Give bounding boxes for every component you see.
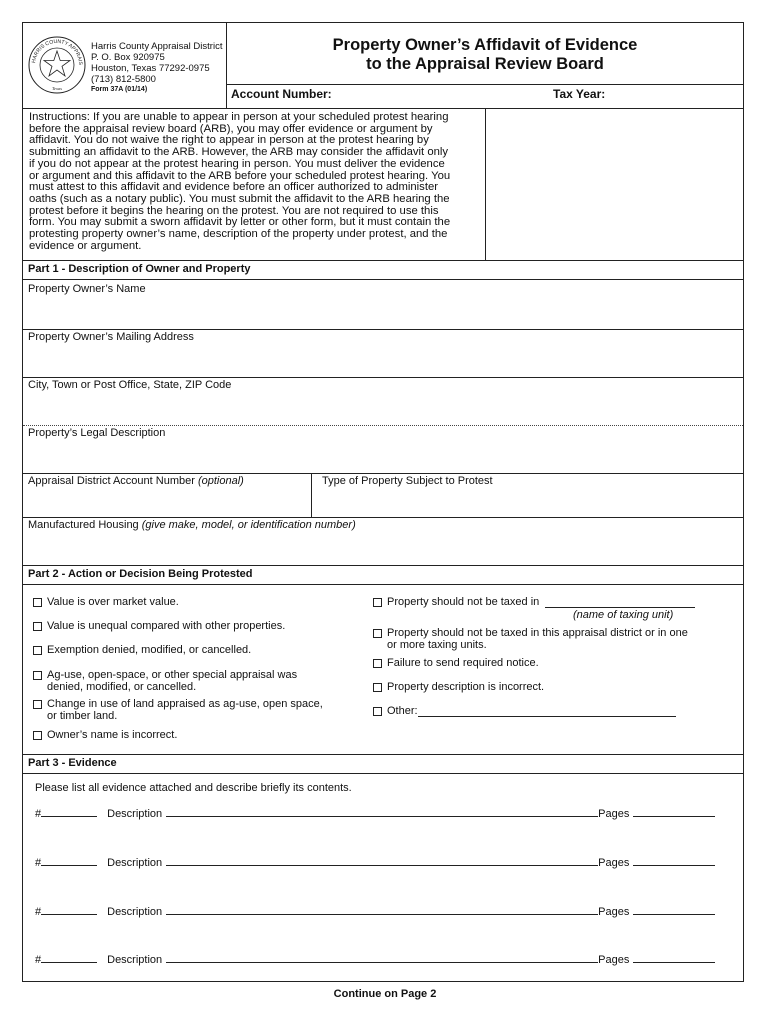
part1-heading: Part 1 - Description of Owner and Property <box>28 263 251 275</box>
svg-text:HARRIS COUNTY APPRAISAL DISTRI <box>27 35 83 66</box>
evidence-row: # Description Pages <box>35 952 715 966</box>
checkbox-exemption[interactable]: Exemption denied, modified, or cancelled. <box>33 645 251 657</box>
checkbox-icon[interactable] <box>33 700 42 709</box>
evidence-pages-input[interactable] <box>633 952 715 963</box>
legal-description-field[interactable]: Property’s Legal Description <box>28 427 166 439</box>
org-phone: (713) 812-5800 <box>91 74 156 85</box>
checkbox-over-market[interactable]: Value is over market value. <box>33 597 179 609</box>
instructions: Instructions: If you are unable to appear in person at your scheduled protest hearing before the appraisal review board (ARB), you may offer evidence or argument by affidavit. You do not waive the right to appear in person at the protest hearing by submitting an affidavit to the ARB. However, the ARB may consider the affidavit only if you do not appear at the protest hearing in person. You must deliver the evidence or argument and this affidavit to the ARB before your scheduled protest hearing. You must attest to this affidavit and evidence before an officer authorized to administer oaths (such as a notary public). You must submit the affidavit to the ARB hearing the protest before it begins the hearing on the protest. You are not required to use this form. You may submit a sworn affidavit by letter or other form, but it must contain the protesting property owner’s name, description of the property under protest, and the evidence or argument. <box>29 111 451 252</box>
checkbox-other[interactable]: Other: <box>373 706 676 718</box>
checkbox-icon[interactable] <box>33 671 42 680</box>
property-type-field[interactable]: Type of Property Subject to Protest <box>322 475 493 487</box>
checkbox-change-use[interactable]: Change in use of land appraised as ag-use, open space, or timber land. <box>33 699 323 722</box>
po-box: P. O. Box 920975 <box>91 52 165 63</box>
account-number-label: Account Number: <box>231 87 332 101</box>
evidence-description-input[interactable] <box>166 855 598 866</box>
evidence-row: # Description Pages <box>35 904 715 918</box>
star-icon <box>44 51 70 76</box>
evidence-description-input[interactable] <box>166 806 598 817</box>
manufactured-housing-field[interactable]: Manufactured Housing (give make, model, or identification number) <box>28 519 356 531</box>
title-line-1: Property Owner’s Affidavit of Evidence <box>332 36 638 54</box>
evidence-pages-input[interactable] <box>633 855 715 866</box>
part1-col-divider <box>311 473 312 517</box>
checkbox-icon[interactable] <box>33 646 42 655</box>
checkbox-unequal[interactable]: Value is unequal compared with other properties. <box>33 621 285 633</box>
header-left-box <box>23 23 227 108</box>
part3-heading: Part 3 - Evidence <box>28 757 117 769</box>
form-frame <box>22 22 744 982</box>
instructions-divider <box>485 108 486 260</box>
page-title <box>227 36 743 74</box>
evidence-pages-input[interactable] <box>633 806 715 817</box>
checkbox-icon[interactable] <box>373 629 382 638</box>
checkbox-icon[interactable] <box>33 598 42 607</box>
evidence-pages-input[interactable] <box>633 904 715 915</box>
evidence-row: # Description Pages <box>35 806 715 820</box>
evidence-number-input[interactable] <box>41 806 97 817</box>
evidence-row: # Description Pages <box>35 855 715 869</box>
district-seal <box>27 35 87 95</box>
evidence-description-input[interactable] <box>166 904 598 915</box>
title-line-2: to the Appraisal Review Board <box>366 55 604 73</box>
checkbox-ag-use[interactable]: Ag-use, open-space, or other special appraisal was denied, modified, or cancelled. <box>33 670 297 693</box>
taxing-unit-note: (name of taxing unit) <box>573 609 674 621</box>
checkbox-owner-name[interactable]: Owner’s name is incorrect. <box>33 730 177 742</box>
evidence-intro: Please list all evidence attached and describe briefly its contents. <box>35 782 352 794</box>
other-input[interactable] <box>418 706 676 717</box>
checkbox-desc-incorrect[interactable]: Property description is incorrect. <box>373 682 544 694</box>
taxing-unit-input[interactable] <box>545 597 695 608</box>
owner-name-field[interactable]: Property Owner’s Name <box>28 283 146 295</box>
mailing-address-field[interactable]: Property Owner’s Mailing Address <box>28 331 194 343</box>
checkbox-not-taxed-district[interactable]: Property should not be taxed in this appraisal district or in one or more taxing units. <box>373 628 688 651</box>
seal-sub-text: Texas <box>51 86 63 91</box>
org-name: Harris County Appraisal District <box>91 41 223 52</box>
account-number-field[interactable]: Appraisal District Account Number (optional) <box>28 475 244 487</box>
evidence-description-input[interactable] <box>166 952 598 963</box>
checkbox-icon[interactable] <box>33 731 42 740</box>
evidence-number-input[interactable] <box>41 855 97 866</box>
continue-footer: Continue on Page 2 <box>333 988 437 1000</box>
evidence-number-input[interactable] <box>41 952 97 963</box>
checkbox-icon[interactable] <box>373 707 382 716</box>
tax-year-label: Tax Year: <box>553 87 606 101</box>
checkbox-icon[interactable] <box>373 683 382 692</box>
checkbox-icon[interactable] <box>373 659 382 668</box>
part2-heading: Part 2 - Action or Decision Being Protested <box>28 568 253 580</box>
org-city: Houston, Texas 77292-0975 <box>91 63 210 74</box>
city-zip-field[interactable]: City, Town or Post Office, State, ZIP Code <box>28 379 232 391</box>
checkbox-icon[interactable] <box>373 598 382 607</box>
evidence-number-input[interactable] <box>41 904 97 915</box>
checkbox-failure-notice[interactable]: Failure to send required notice. <box>373 658 539 670</box>
checkbox-icon[interactable] <box>33 622 42 631</box>
form-number: Form 37A (01/14) <box>91 86 148 93</box>
checkbox-not-taxed[interactable]: Property should not be taxed in <box>373 597 695 609</box>
seal-text: HARRIS COUNTY APPRAIS <box>31 38 84 66</box>
